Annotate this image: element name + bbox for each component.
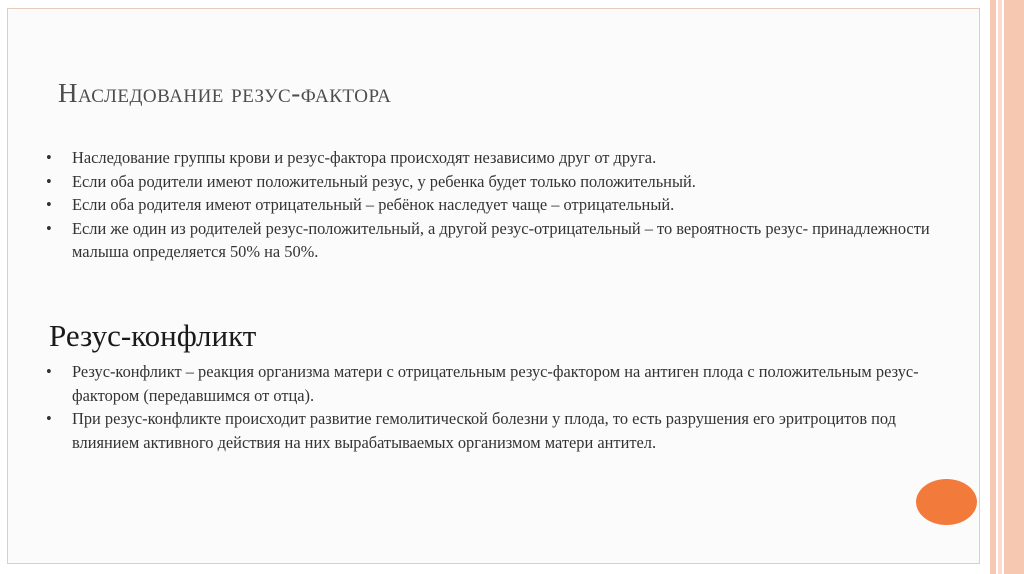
bullet-text: Если же один из родителей резус-положительный, а другой резус-отрицательный – то вероятность резус- принадлежности малыша определяется 50% на 50%. xyxy=(72,218,930,261)
list-item xyxy=(44,407,944,454)
decorative-stripe xyxy=(1004,0,1024,574)
decorative-stripe xyxy=(990,0,996,574)
decorative-stripe xyxy=(998,0,1002,574)
list-item xyxy=(44,193,944,217)
bullet-icon: • xyxy=(46,195,52,214)
bullet-icon: • xyxy=(46,171,52,191)
section-heading: Резус-конфликт xyxy=(49,318,257,353)
bullet-text: Резус-конфликт – реакция организма матери с отрицательным резус-фактором на антиген плода с положительным резус-фактором (передавшимся от отца). xyxy=(72,362,919,405)
slide-title: Наследование резус-фактора xyxy=(58,78,392,108)
bullet-icon: • xyxy=(46,148,52,167)
list-item xyxy=(44,170,944,194)
bullet-list-conflict xyxy=(44,360,944,454)
orange-circle-decoration xyxy=(916,479,977,525)
bullet-text: Если оба родители имеют положительный резус, у ребенка будет только положительный. xyxy=(72,171,696,191)
bullet-icon: • xyxy=(46,362,52,381)
list-item xyxy=(44,217,944,264)
list-item xyxy=(44,360,944,407)
bullet-list-inheritance xyxy=(44,146,944,264)
bullet-text: При резус-конфликте происходит развитие гемолитической болезни у плода, то есть разрушения его эритроцитов под влиянием активного действия на них вырабатываемых организмом матери антител. xyxy=(72,409,896,452)
bullet-icon: • xyxy=(46,218,52,238)
list-item xyxy=(44,146,944,170)
bullet-text: Наследование группы крови и резус-фактора происходят независимо друг от друга. xyxy=(72,148,657,167)
bullet-icon: • xyxy=(46,409,52,428)
bullet-text: Если оба родителя имеют отрицательный – ребёнок наследует чаще – отрицательный. xyxy=(72,195,675,214)
